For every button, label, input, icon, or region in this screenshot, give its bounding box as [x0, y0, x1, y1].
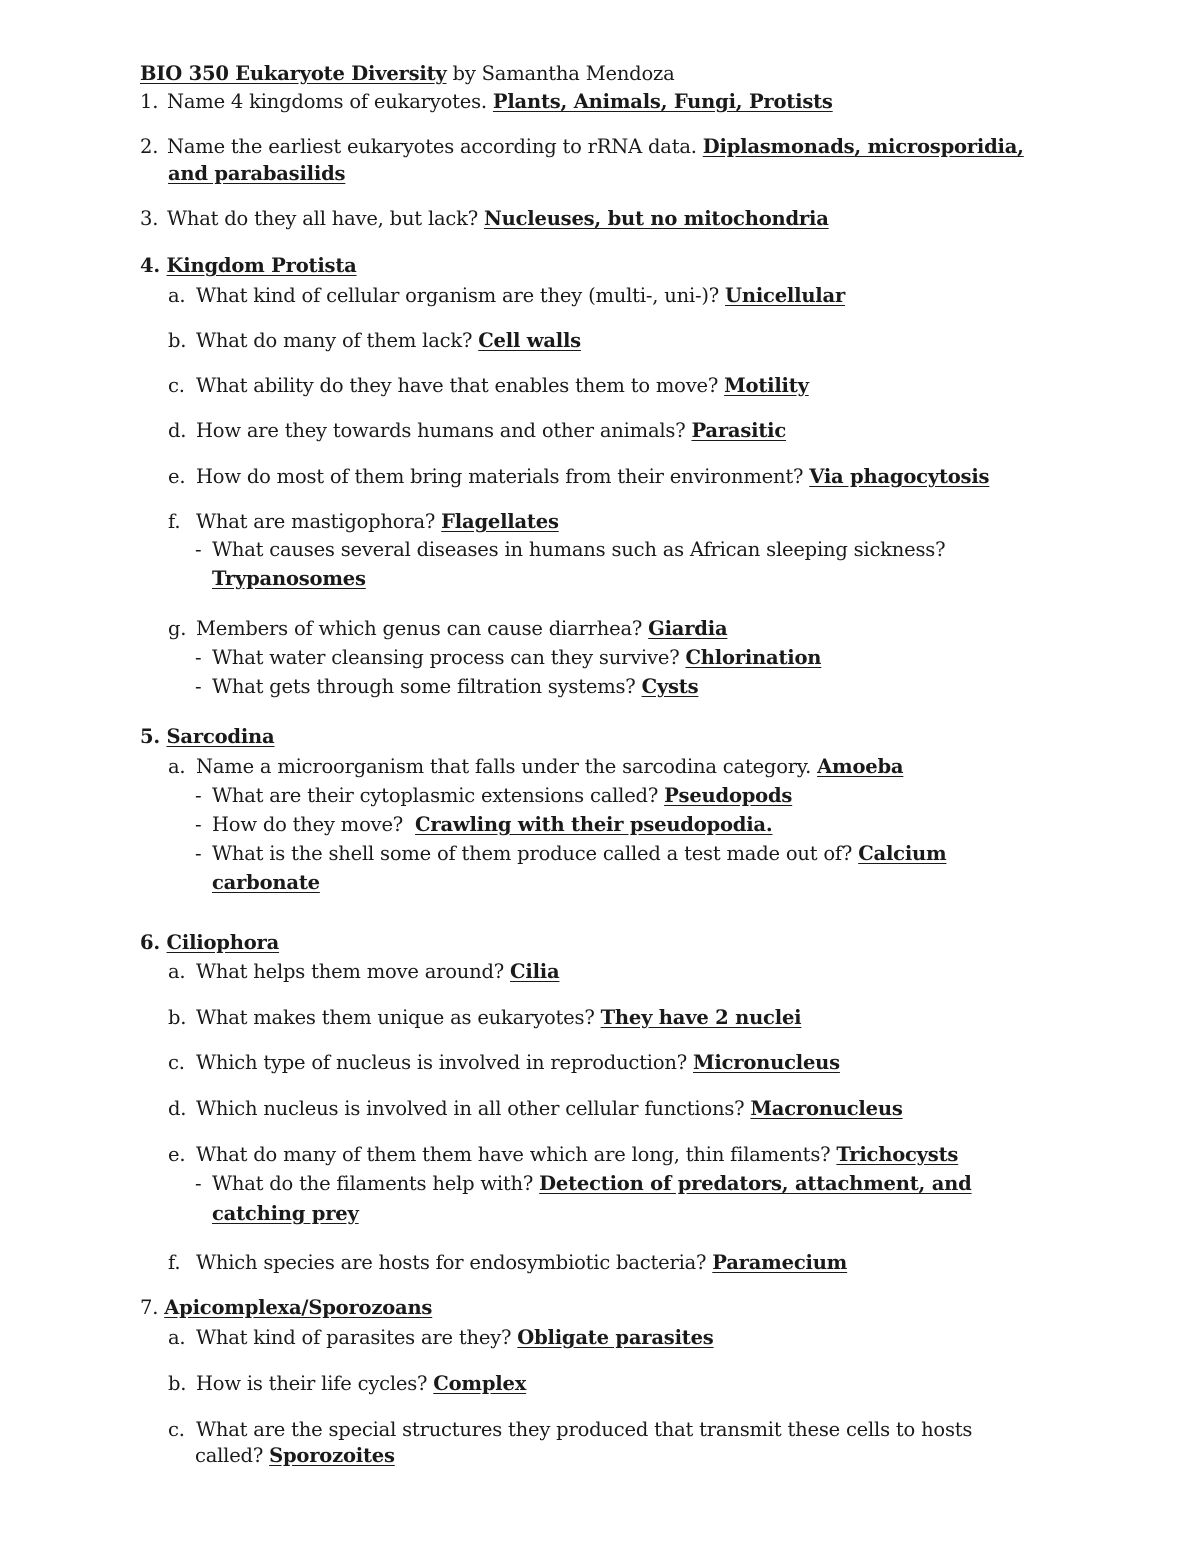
document-title	[140, 64, 675, 84]
item-question: Which species are hosts for endosymbiotic bacteria?	[196, 1251, 713, 1274]
section-title: Sarcodina	[166, 725, 275, 748]
list-item	[168, 331, 581, 351]
list-item	[168, 1099, 903, 1119]
section-title: Apicomplexa/Sporozoans	[164, 1296, 433, 1319]
item-question: What makes them unique as eukaryotes?	[196, 1006, 601, 1029]
question-number: 2.	[140, 135, 159, 158]
item-marker: d.	[168, 419, 187, 442]
question-2	[140, 137, 1024, 157]
dash-marker: -	[195, 538, 202, 561]
answer: Cilia	[510, 960, 560, 983]
answer: Amoeba	[817, 755, 904, 778]
sub-item-continued	[212, 1204, 359, 1224]
item-question: Members of which genus can cause diarrhea?	[196, 617, 649, 640]
answer: Pseudopods	[664, 784, 793, 807]
answer: Cysts	[641, 675, 699, 698]
item-marker: a.	[168, 1326, 186, 1349]
sub-item-continued	[212, 873, 320, 893]
item-marker: d.	[168, 1097, 187, 1120]
section-title: Kingdom Protista	[166, 254, 357, 277]
dash-marker: -	[195, 842, 202, 865]
list-item	[168, 1253, 847, 1273]
answer: Micronucleus	[692, 1051, 840, 1074]
item-marker: f.	[168, 1251, 181, 1274]
answer: Chlorination	[685, 646, 822, 669]
answer: Calcium	[858, 842, 947, 865]
sub-question: How do they move?	[212, 813, 416, 836]
answer: Trichocysts	[836, 1143, 959, 1166]
course-title: BIO 350 Eukaryote Diversity	[140, 62, 447, 85]
dash-marker: -	[195, 813, 202, 836]
item-marker: c.	[168, 1051, 185, 1074]
item-marker: a.	[168, 284, 186, 307]
list-item	[168, 1374, 526, 1394]
answer: carbonate	[212, 871, 320, 894]
answer: Diplasmonads, microsporidia,	[702, 135, 1024, 158]
item-question: What do many of them them have which are long, thin filaments?	[196, 1143, 837, 1166]
section-6-heading	[140, 933, 279, 953]
section-4-heading	[140, 256, 357, 276]
item-marker: b.	[168, 1372, 187, 1395]
section-number: 5.	[140, 725, 167, 748]
item-marker: a.	[168, 755, 186, 778]
section-5-heading	[140, 727, 274, 747]
question-text: What do they all have, but lack?	[167, 207, 484, 230]
item-question: What are the special structures they produced that transmit these cells to hosts	[196, 1418, 973, 1441]
item-marker: a.	[168, 960, 186, 983]
question-text: Name the earliest eukaryotes according to rRNA data.	[167, 135, 703, 158]
answer: Giardia	[648, 617, 728, 640]
answer: catching prey	[212, 1202, 359, 1225]
answer: Obligate parasites	[517, 1326, 714, 1349]
answer: Sporozoites	[269, 1444, 395, 1467]
answer: Flagellates	[441, 510, 559, 533]
item-marker: e.	[168, 465, 186, 488]
list-item	[168, 1053, 840, 1073]
answer: Paramecium	[712, 1251, 848, 1274]
answer: Parasitic	[691, 419, 787, 442]
item-marker: b.	[168, 1006, 187, 1029]
item-marker: e.	[168, 1143, 186, 1166]
list-item	[168, 376, 809, 396]
sub-item	[195, 648, 821, 668]
list-item	[168, 757, 903, 777]
dash-marker: -	[195, 784, 202, 807]
item-marker: b.	[168, 329, 187, 352]
sub-question: What causes several diseases in humans such as African sleeping sickness?	[212, 538, 946, 561]
sub-item	[195, 844, 946, 864]
item-question: How do most of them bring materials from their environment?	[196, 465, 810, 488]
section-number: 4.	[140, 254, 167, 277]
answer: Nucleuses, but no mitochondria	[484, 207, 829, 230]
list-item	[168, 467, 989, 487]
item-question: Which type of nucleus is involved in reproduction?	[196, 1051, 693, 1074]
section-number: 6.	[140, 931, 167, 954]
answer: and parabasilids	[168, 162, 346, 185]
answer: Via phagocytosis	[809, 465, 990, 488]
list-item	[168, 1008, 801, 1028]
list-item-continued	[195, 1446, 395, 1466]
author-line: by Samantha Mendoza	[452, 62, 675, 85]
dash-marker: -	[195, 1172, 202, 1195]
question-number: 3.	[140, 207, 159, 230]
item-question: What kind of parasites are they?	[196, 1326, 518, 1349]
dash-marker: -	[195, 646, 202, 669]
list-item	[168, 1145, 958, 1165]
item-question: How are they towards humans and other animals?	[196, 419, 692, 442]
list-item	[168, 1420, 972, 1440]
list-item	[168, 421, 786, 441]
answer: Trypanosomes	[212, 567, 366, 590]
answer: Complex	[433, 1372, 527, 1395]
answer: Detection of predators, attachment, and	[539, 1172, 972, 1195]
sub-item	[195, 677, 698, 697]
section-number: 7.	[140, 1296, 165, 1319]
question-2-continued	[168, 164, 345, 184]
sub-item	[195, 540, 945, 560]
question-1	[140, 92, 833, 112]
sub-item-continued	[212, 569, 366, 589]
answer: Macronucleus	[750, 1097, 903, 1120]
item-question: What kind of cellular organism are they (multi-, uni-)?	[196, 284, 726, 307]
question-text: Name 4 kingdoms of eukaryotes.	[167, 90, 493, 113]
answer: Cell walls	[478, 329, 581, 352]
list-item	[168, 286, 845, 306]
item-question: What ability do they have that enables them to move?	[196, 374, 725, 397]
sub-item	[195, 815, 772, 835]
section-7-heading	[140, 1298, 432, 1318]
answer: Plants, Animals, Fungi, Protists	[492, 90, 833, 113]
item-question: What are mastigophora?	[196, 510, 442, 533]
item-question: What helps them move around?	[196, 960, 511, 983]
answer: They have 2 nuclei	[600, 1006, 802, 1029]
section-title: Ciliophora	[166, 931, 280, 954]
sub-question: What are their cytoplasmic extensions called?	[212, 784, 665, 807]
item-question: called?	[195, 1444, 270, 1467]
item-question: Which nucleus is involved in all other cellular functions?	[196, 1097, 751, 1120]
item-question: Name a microorganism that falls under the sarcodina category.	[196, 755, 818, 778]
question-number: 1.	[140, 90, 159, 113]
item-question: What do many of them lack?	[196, 329, 479, 352]
sub-question: What do the filaments help with?	[212, 1172, 540, 1195]
list-item	[168, 962, 559, 982]
item-marker: c.	[168, 1418, 185, 1441]
sub-item	[195, 1174, 972, 1194]
sub-item	[195, 786, 792, 806]
item-marker: f.	[168, 510, 181, 533]
answer: Motility	[724, 374, 809, 397]
sub-question: What is the shell some of them produce called a test made out of?	[212, 842, 859, 865]
sub-question: What water cleansing process can they survive?	[212, 646, 686, 669]
dash-marker: -	[195, 675, 202, 698]
list-item	[168, 619, 727, 639]
item-marker: c.	[168, 374, 185, 397]
answer: Unicellular	[725, 284, 846, 307]
answer: Crawling with their pseudopodia.	[415, 813, 773, 836]
list-item	[168, 1328, 714, 1348]
question-3	[140, 209, 829, 229]
list-item	[168, 512, 559, 532]
item-question: How is their life cycles?	[196, 1372, 434, 1395]
item-marker: g.	[168, 617, 187, 640]
sub-question: What gets through some filtration systems?	[212, 675, 642, 698]
